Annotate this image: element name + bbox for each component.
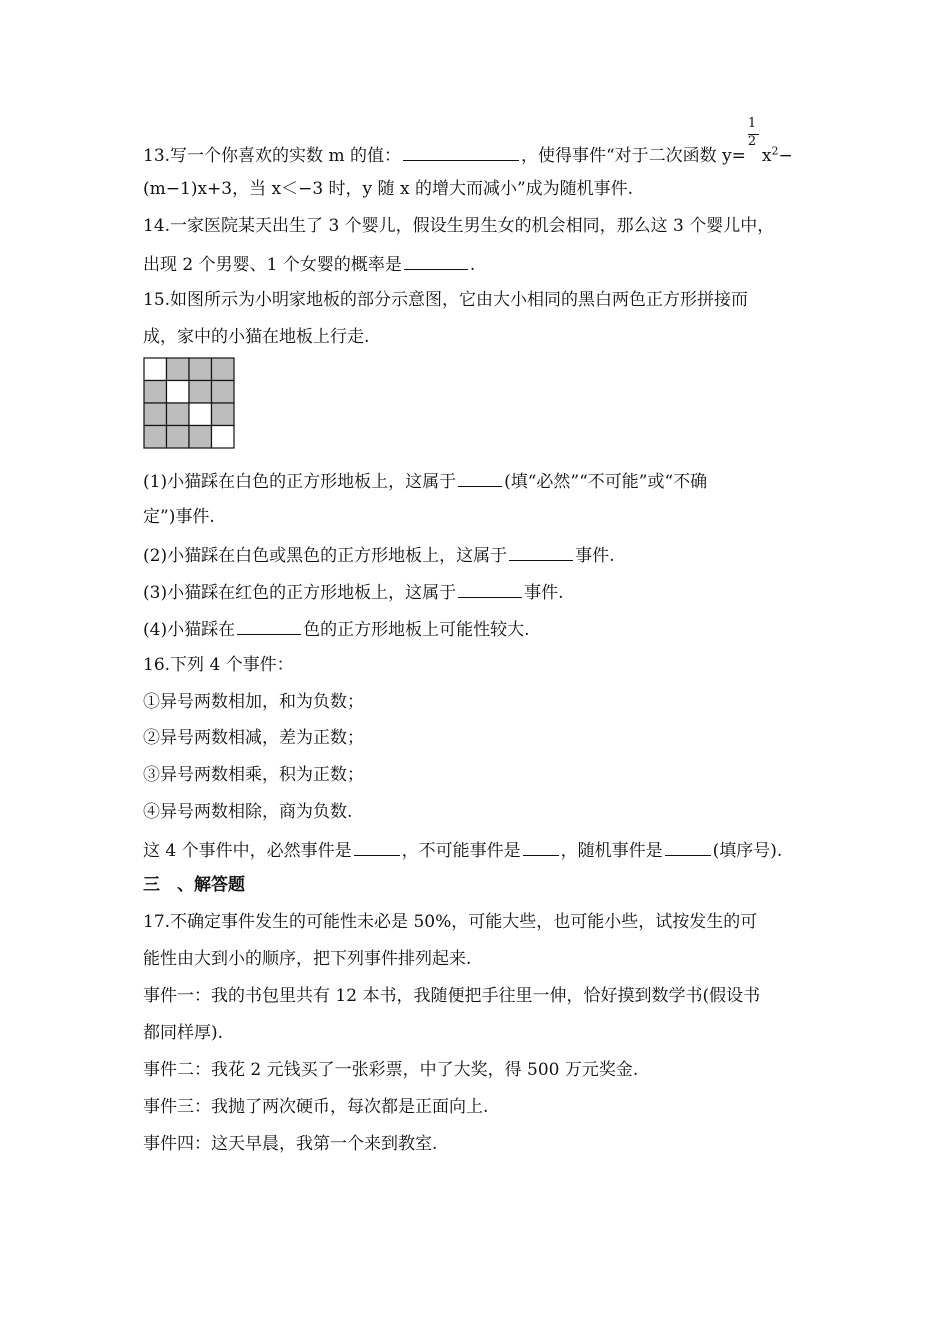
q17-event1-line1: 事件一：我的书包里共有 12 本书，我随便把手往里一伸，恰好摸到数学书(假设书	[143, 986, 761, 1006]
q15-p4	[143, 617, 530, 641]
q14-answer-blank[interactable]	[404, 252, 468, 270]
q13-fraction	[747, 116, 760, 161]
q15-p1-line2: 定”)事件.	[143, 507, 215, 527]
q13-sup: 2	[771, 144, 779, 158]
q15-p1-line1	[143, 469, 707, 493]
grid-cell-white	[167, 381, 190, 404]
q15-p3-text-a: (3)小猫踩在红色的正方形地板上，这属于	[143, 583, 457, 603]
q16-event-4: ④异号两数相除，商为负数.	[143, 802, 353, 822]
grid-cell-white	[144, 358, 167, 381]
grid-cell-white	[189, 403, 212, 426]
grid-cell-gray	[144, 403, 167, 426]
q13-frac-num: 1	[747, 116, 757, 131]
floor-grid-figure	[143, 357, 236, 450]
q17-line1: 17.不确定事件发生的可能性未必是 50%，可能大些，也可能小些，试按发生的可	[143, 912, 758, 932]
q14-text-b: .	[469, 255, 476, 275]
grid-cell-gray	[144, 381, 167, 404]
q15-line1: 15.如图所示为小明家地板的部分示意图，它由大小相同的黑白两色正方形拼接而	[143, 290, 749, 310]
q17-event4: 事件四：这天早晨，我第一个来到教室.	[143, 1134, 438, 1154]
q13-text-a: 13.写一个你喜欢的实数 m 的值：	[143, 146, 401, 166]
q16-summary	[143, 838, 782, 862]
grid-cell-gray	[212, 358, 235, 381]
q13-frac-den: 2	[747, 134, 757, 149]
q16-random-blank[interactable]	[665, 838, 711, 856]
q15-p3-blank[interactable]	[458, 580, 522, 598]
q15-p3-text-b: 事件.	[524, 583, 564, 603]
q15-p4-blank[interactable]	[237, 617, 301, 635]
q15-p1-blank[interactable]	[458, 469, 502, 487]
q13-text-c: x	[761, 146, 772, 166]
q14-line2	[143, 252, 475, 276]
grid-cell-gray	[189, 426, 212, 449]
grid-cell-gray	[189, 358, 212, 381]
q16-event-2: ②异号两数相减，差为正数；	[143, 728, 364, 748]
q15-p2	[143, 543, 615, 567]
q14-line1: 14.一家医院某天出生了 3 个婴儿，假设生男生女的机会相同，那么这 3 个婴儿中，	[143, 216, 775, 236]
grid-cell-gray	[189, 381, 212, 404]
q15-p1-text-b: (填“必然”“不可能”或“不确	[504, 472, 708, 492]
grid-cell-gray	[167, 403, 190, 426]
q16-text-c: ，随机事件是	[560, 841, 663, 861]
q15-p2-text-b: 事件.	[575, 546, 615, 566]
section-heading: 三 、解答题	[143, 875, 245, 895]
q16-certain-blank[interactable]	[354, 838, 400, 856]
q16-event-3: ③异号两数相乘，积为正数；	[143, 765, 364, 785]
grid-cell-white	[212, 426, 235, 449]
q16-event-1: ①异号两数相加，和为负数；	[143, 692, 364, 712]
q16-title: 16.下列 4 个事件：	[143, 655, 294, 675]
grid-cell-gray	[167, 358, 190, 381]
grid-cell-gray	[167, 426, 190, 449]
q16-text-d: (填序号).	[712, 841, 783, 861]
grid-cell-gray	[212, 403, 235, 426]
q17-line2: 能性由大到小的顺序，把下列事件排列起来.	[143, 949, 472, 969]
q16-text-a: 这 4 个事件中，必然事件是	[143, 841, 352, 861]
q17-event2: 事件二：我花 2 元钱买了一张彩票，中了大奖，得 500 万元奖金.	[143, 1060, 639, 1080]
q13-answer-blank[interactable]	[403, 143, 519, 161]
q15-line2: 成，家中的小猫在地板上行走.	[143, 327, 370, 347]
q14-text-a: 出现 2 个男婴、1 个女婴的概率是	[143, 255, 402, 275]
q15-p1-text-a: (1)小猫踩在白色的正方形地板上，这属于	[143, 472, 457, 492]
q17-event1-line2: 都同样厚).	[143, 1023, 224, 1043]
q15-p4-text-a: (4)小猫踩在	[143, 620, 236, 640]
q17-event3: 事件三：我抛了两次硬币，每次都是正面向上.	[143, 1097, 489, 1117]
q13-text-b: ，使得事件“对于二次函数 y=	[520, 146, 746, 166]
q13-line2: (m−1)x+3，当 x＜−3 时，y 随 x 的增大而减小”成为随机事件.	[143, 179, 634, 199]
grid-cell-gray	[212, 381, 235, 404]
q15-p2-blank[interactable]	[509, 543, 573, 561]
q16-impossible-blank[interactable]	[523, 838, 559, 856]
q15-p3	[143, 580, 564, 604]
q15-p4-text-b: 色的正方形地板上可能性较大.	[303, 620, 530, 640]
q15-p2-text-a: (2)小猫踩在白色或黑色的正方形地板上，这属于	[143, 546, 508, 566]
q13-text-d: −	[778, 146, 793, 166]
q16-text-b: ，不可能事件是	[401, 841, 521, 861]
grid-cell-gray	[144, 426, 167, 449]
q13-line1	[143, 116, 793, 167]
